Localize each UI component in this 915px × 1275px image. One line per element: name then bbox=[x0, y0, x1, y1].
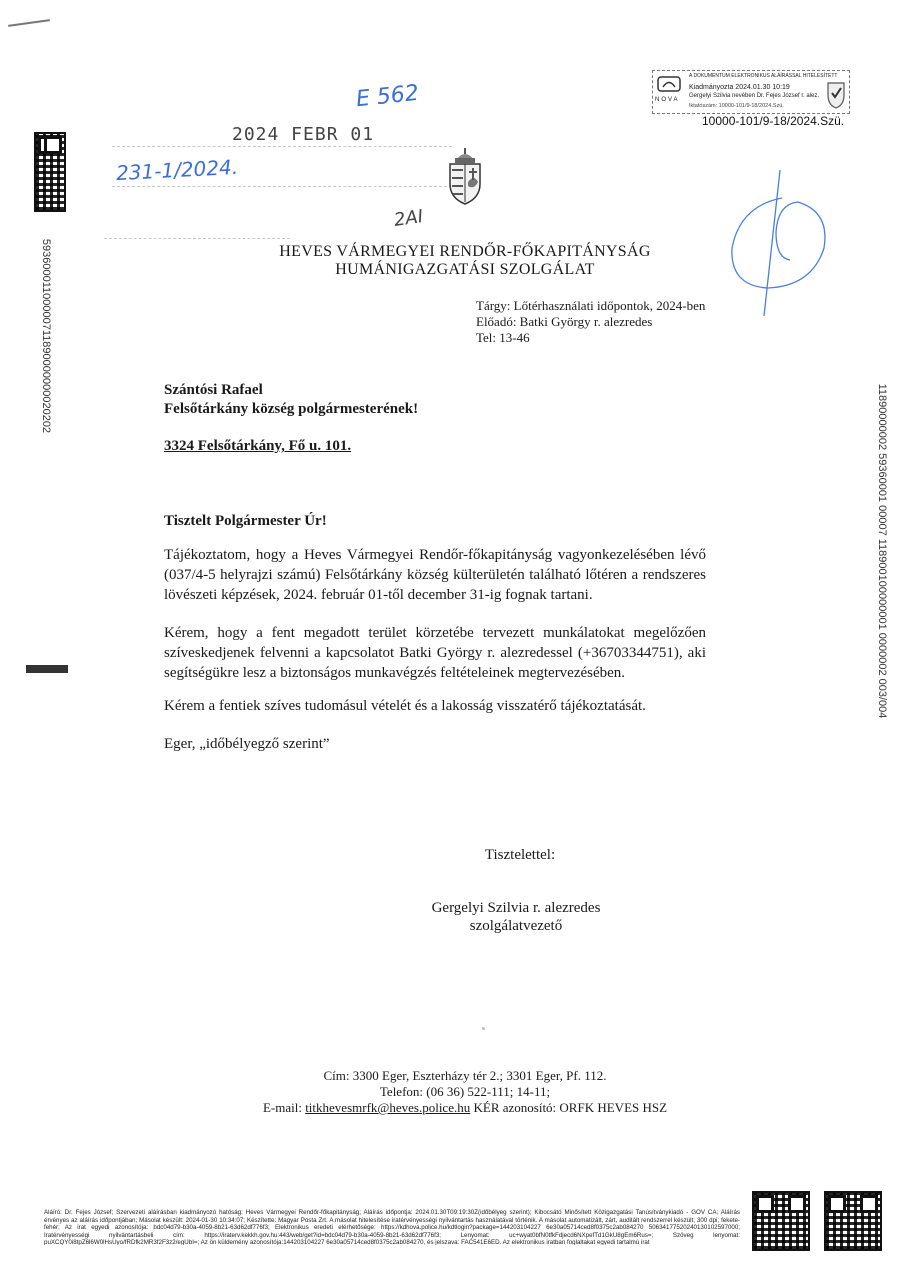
nova-logo-icon bbox=[657, 75, 681, 93]
closing-greeting: Tisztelettel: bbox=[484, 847, 556, 863]
stamp-rule-3 bbox=[104, 238, 290, 239]
paragraph-3: Kérem a fentiek szíves tudomásul vételét és a lakosság visszatérő tájékoztatását. bbox=[164, 698, 646, 714]
punch-mark bbox=[26, 665, 68, 673]
signer-role: szolgálatvezető bbox=[469, 918, 563, 934]
document-reference-number: 10000-101/9-18/2024.Szü. bbox=[702, 114, 845, 128]
department-name: HUMÁNIGAZGATÁSI SZOLGÁLAT bbox=[335, 261, 595, 278]
stamp-rule-1 bbox=[112, 146, 452, 147]
recipient-title: Felsőtárkány község polgármesterének! bbox=[164, 401, 419, 417]
footer-address: Cím: 3300 Eger, Eszterházy tér 2.; 3301 Eger, Pf. 112. bbox=[323, 1068, 607, 1083]
coat-of-arms-icon bbox=[444, 146, 486, 206]
handwritten-reference: E 562 bbox=[354, 80, 421, 113]
footer-email-link[interactable]: titkhevesmrfk@heves.police.hu bbox=[305, 1100, 471, 1115]
stamp-issued: Kiadmányozta 2024.01.30 10:19 bbox=[689, 84, 790, 91]
agency-name: HEVES VÁRMEGYEI RENDŐR-FŐKAPITÁNYSÁG bbox=[279, 243, 651, 260]
bottom-qr-code-1 bbox=[752, 1191, 810, 1251]
right-side-code: 11890000002 59360001 00007 118900100000001 0000002 003/004 bbox=[876, 383, 888, 719]
seal-icon bbox=[825, 79, 847, 109]
authentication-fine-print: Aláíró: Dr. Fejes József; Szervezeti aláírásban kiadmányozó hatóság: Heves Vármegyei Rendőr-főkapitányság; Aláírás időpontja: 2024.01.30T09:19:30Z(időbélyeg szerint); Kibocsátó Minősített Közigazgatási Tanúsítványkiadó - GOV CA; Aláírás érvényes az aláírás időpontjában; Másolat készült: 2024-01-30 10:34:07; Készítette: Magyar Posta Zrt. A másolat hitelesítése iratérvényességi nyilvántartás használatával történik. A másolat automatizált, zárt, auditált rendszerrel készült; 300 dpi; fekete-fehér; Az irat egyedi azonosítója: bdc04d79-b30a-4059-8b21-63d62df776f3; Elektronikus eredeti elérhetősége: https://kdhova.police.hu/kdtlogin?package=144203104227 6e30a05714ced8f0375c2ab084270 50634177520240130102597000; Iratérvényességi nyilvántartásbeli cím: https://iraterv.kekkh.gov.hu:443/web/get?id=bdc04d79-b30a-4059-8b21-63d62df776f3; Lenyomat: uc+wyat0bfN0tfkFdjecd6NXpefTd1GkU8gEm6Rus=; Szöveg lenyomat: puXCQY0i8tpZ6l6W0lHsUyo/fRDfk2MR3f2F3z2/egUbI=; Az ön küldemény azonosítója:144203104227 6e30a05714ced8f0375c2ab084270, és jelszava: FAC541E6ED. Az elektronikus iratban foglaltakat egyedi tartalmú irat bbox=[44, 1209, 740, 1245]
recipient-address: 3324 Felsőtárkány, Fő u. 101. bbox=[164, 438, 352, 454]
stamp-registry: Iktatószám: 10000-101/9-18/2024.Szü. bbox=[689, 103, 784, 109]
presenter-line: Előadó: Batki György r. alezredes bbox=[476, 314, 653, 329]
bottom-qr-code-2 bbox=[824, 1191, 882, 1251]
place-and-date: Eger, „időbélyegző szerint” bbox=[164, 736, 330, 752]
nova-logo-text: NOVA bbox=[655, 97, 680, 103]
footer-contact bbox=[200, 1100, 730, 1116]
received-date-stamp: 2024 FEBR 01 bbox=[232, 124, 375, 145]
handwritten-signature-mark bbox=[720, 168, 838, 318]
scan-dot bbox=[482, 1027, 485, 1030]
handwritten-registration-number: 231-1/2024. bbox=[115, 154, 239, 186]
recipient-name: Szántósi Rafael bbox=[164, 382, 263, 398]
electronic-signature-stamp bbox=[652, 70, 850, 114]
pen-mark bbox=[8, 19, 50, 27]
paragraph-1: Tájékoztatom, hogy a Heves Vármegyei Rendőr-főkapitányság vagyonkezelésében lévő (037/4-5 helyrajzi számú) Felsőtárkány község külterületén található lőtéren a rendszeres lövészeti képzések, 2024. február 01-től december 31-ig fognak tartani. bbox=[164, 547, 706, 603]
handwritten-initial: 2AI bbox=[392, 206, 425, 231]
signer-name: Gergelyi Szilvia r. alezredes bbox=[431, 900, 601, 916]
salutation: Tisztelt Polgármester Úr! bbox=[164, 513, 327, 529]
subject-line: Tárgy: Lőtérhasználati időpontok, 2024-ben bbox=[476, 298, 706, 313]
left-side-code: 59360001100000711890000000020202 bbox=[40, 238, 52, 434]
stamp-rule-2 bbox=[112, 186, 452, 187]
phone-line: Tel: 13-46 bbox=[476, 330, 530, 345]
footer-phone: Telefon: (06 36) 522-111; 14-11; bbox=[379, 1084, 551, 1099]
stamp-signer: Gergelyi Szilvia nevében Dr. Fejes József r. alez. bbox=[689, 93, 820, 99]
footer-ker-id: KÉR azonosító: ORFK HEVES HSZ bbox=[473, 1100, 668, 1115]
footer-email-label: E-mail: bbox=[262, 1100, 302, 1115]
stamp-title: A DOKUMENTUM ELEKTRONIKUS ALÁÍRÁSSAL HITELESÍTETT bbox=[689, 73, 838, 79]
paragraph-2: Kérem, hogy a fent megadott terület körzetébe tervezett munkálatokat megelőzően szíveskedjenek felvenni a kapcsolatot Batki György r. alezredessel (+36703344751), aki segítségükre lesz a biztonságos munkavégzés feltételeinek megtervezésében. bbox=[164, 625, 706, 681]
